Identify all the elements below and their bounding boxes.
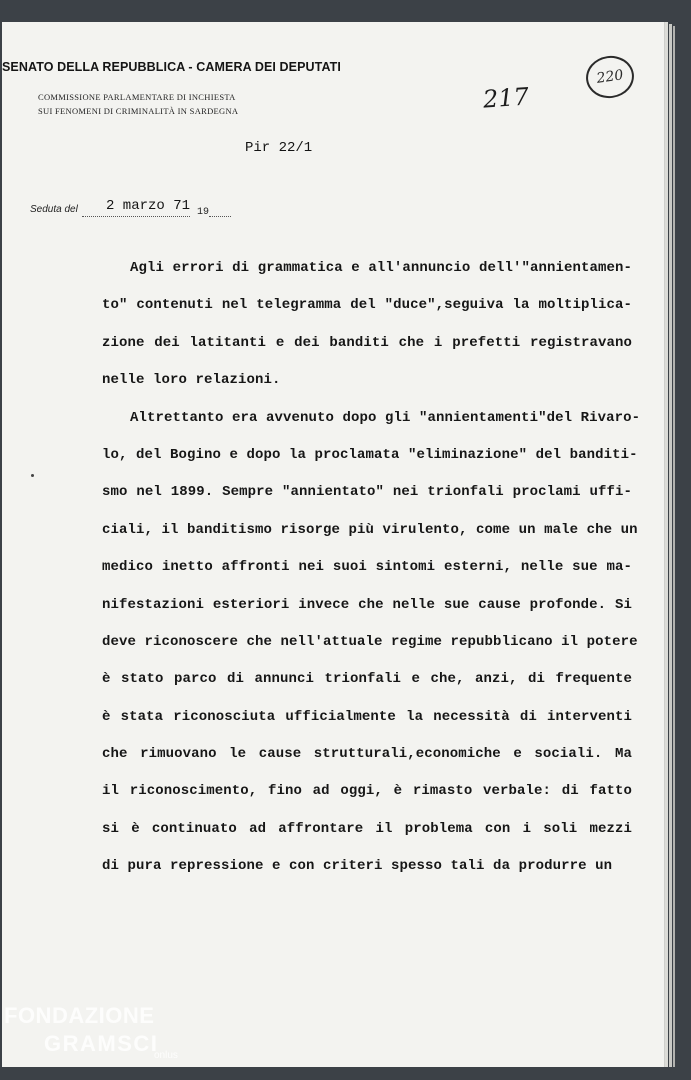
- body-line: di pura repressione e con criteri spesso tali da produrre un: [102, 858, 613, 875]
- body-line: smo nel 1899. Sempre "annientato" nei trionfali proclami uffi-: [102, 484, 632, 501]
- document-page: [2, 22, 664, 1067]
- page-edge-1: [664, 22, 668, 1067]
- watermark-line-3: onlus: [154, 1050, 178, 1061]
- body-line: medico inetto affronti nei suoi sintomi esterni, nelle sue ma-: [102, 559, 632, 576]
- body-line: deve riconoscere che nell'attuale regime repubblicano il potere: [102, 633, 638, 650]
- commission-line-2: SUI FENOMENI DI CRIMINALITÀ IN SARDEGNA: [38, 106, 239, 116]
- body-line: che rimuovano le cause strutturali,economiche e sociali. Ma: [102, 746, 632, 763]
- body-line: ciali, il banditismo risorge più virulento, come un male che un: [102, 521, 638, 538]
- seduta-year-line: [209, 216, 231, 217]
- stray-mark: [31, 474, 34, 477]
- body-line: Agli errori di grammatica e all'annuncio dell'"annientamen-: [130, 260, 632, 276]
- body-line: il riconoscimento, fino ad oggi, è rimasto verbale: di fatto: [102, 783, 632, 800]
- body-line: nelle loro relazioni.: [102, 372, 281, 389]
- page-edge-3: [673, 26, 675, 1067]
- body-line: to" contenuti nel telegramma del "duce",seguiva la moltiplica-: [102, 297, 632, 314]
- seduta-date-line: [82, 216, 190, 217]
- page-edge-2: [669, 24, 672, 1067]
- institution-header: SENATO DELLA REPUBBLICA - CAMERA DEI DEPUTATI: [2, 60, 341, 74]
- seduta-label: Seduta del: [30, 204, 78, 215]
- fondazione-gramsci-watermark: [4, 1005, 178, 1061]
- body-line: è stata riconosciuta ufficialmente la necessità di interventi: [102, 708, 632, 725]
- body-line: nifestazioni esteriori invece che nelle sue cause profonde. Si: [102, 596, 632, 613]
- body-line: zione dei latitanti e dei banditi che i prefetti registravano: [102, 334, 632, 351]
- document-reference: Pir 22/1: [245, 140, 313, 156]
- handwritten-page-number: 217: [482, 82, 530, 114]
- body-line: è stato parco di annunci trionfali e che, anzi, di frequente: [102, 671, 632, 688]
- watermark-line-2: GRAMSCI: [44, 1031, 159, 1056]
- body-line: Altrettanto era avvenuto dopo gli "annientamenti"del Rivaro-: [130, 409, 641, 426]
- typewritten-body: [102, 250, 641, 886]
- body-line: si è continuato ad affrontare il problema con i soli mezzi: [102, 820, 632, 837]
- seduta-date: 2 marzo 71: [106, 198, 191, 214]
- seduta-year-prefix: 19: [197, 207, 210, 218]
- circled-page-number: 220: [583, 53, 636, 101]
- body-line: lo, del Bogino e dopo la proclamata "eliminazione" del banditi-: [102, 446, 638, 463]
- commission-line-1: COMMISSIONE PARLAMENTARE DI INCHIESTA: [38, 92, 236, 102]
- watermark-line-1: FONDAZIONE: [4, 1003, 155, 1028]
